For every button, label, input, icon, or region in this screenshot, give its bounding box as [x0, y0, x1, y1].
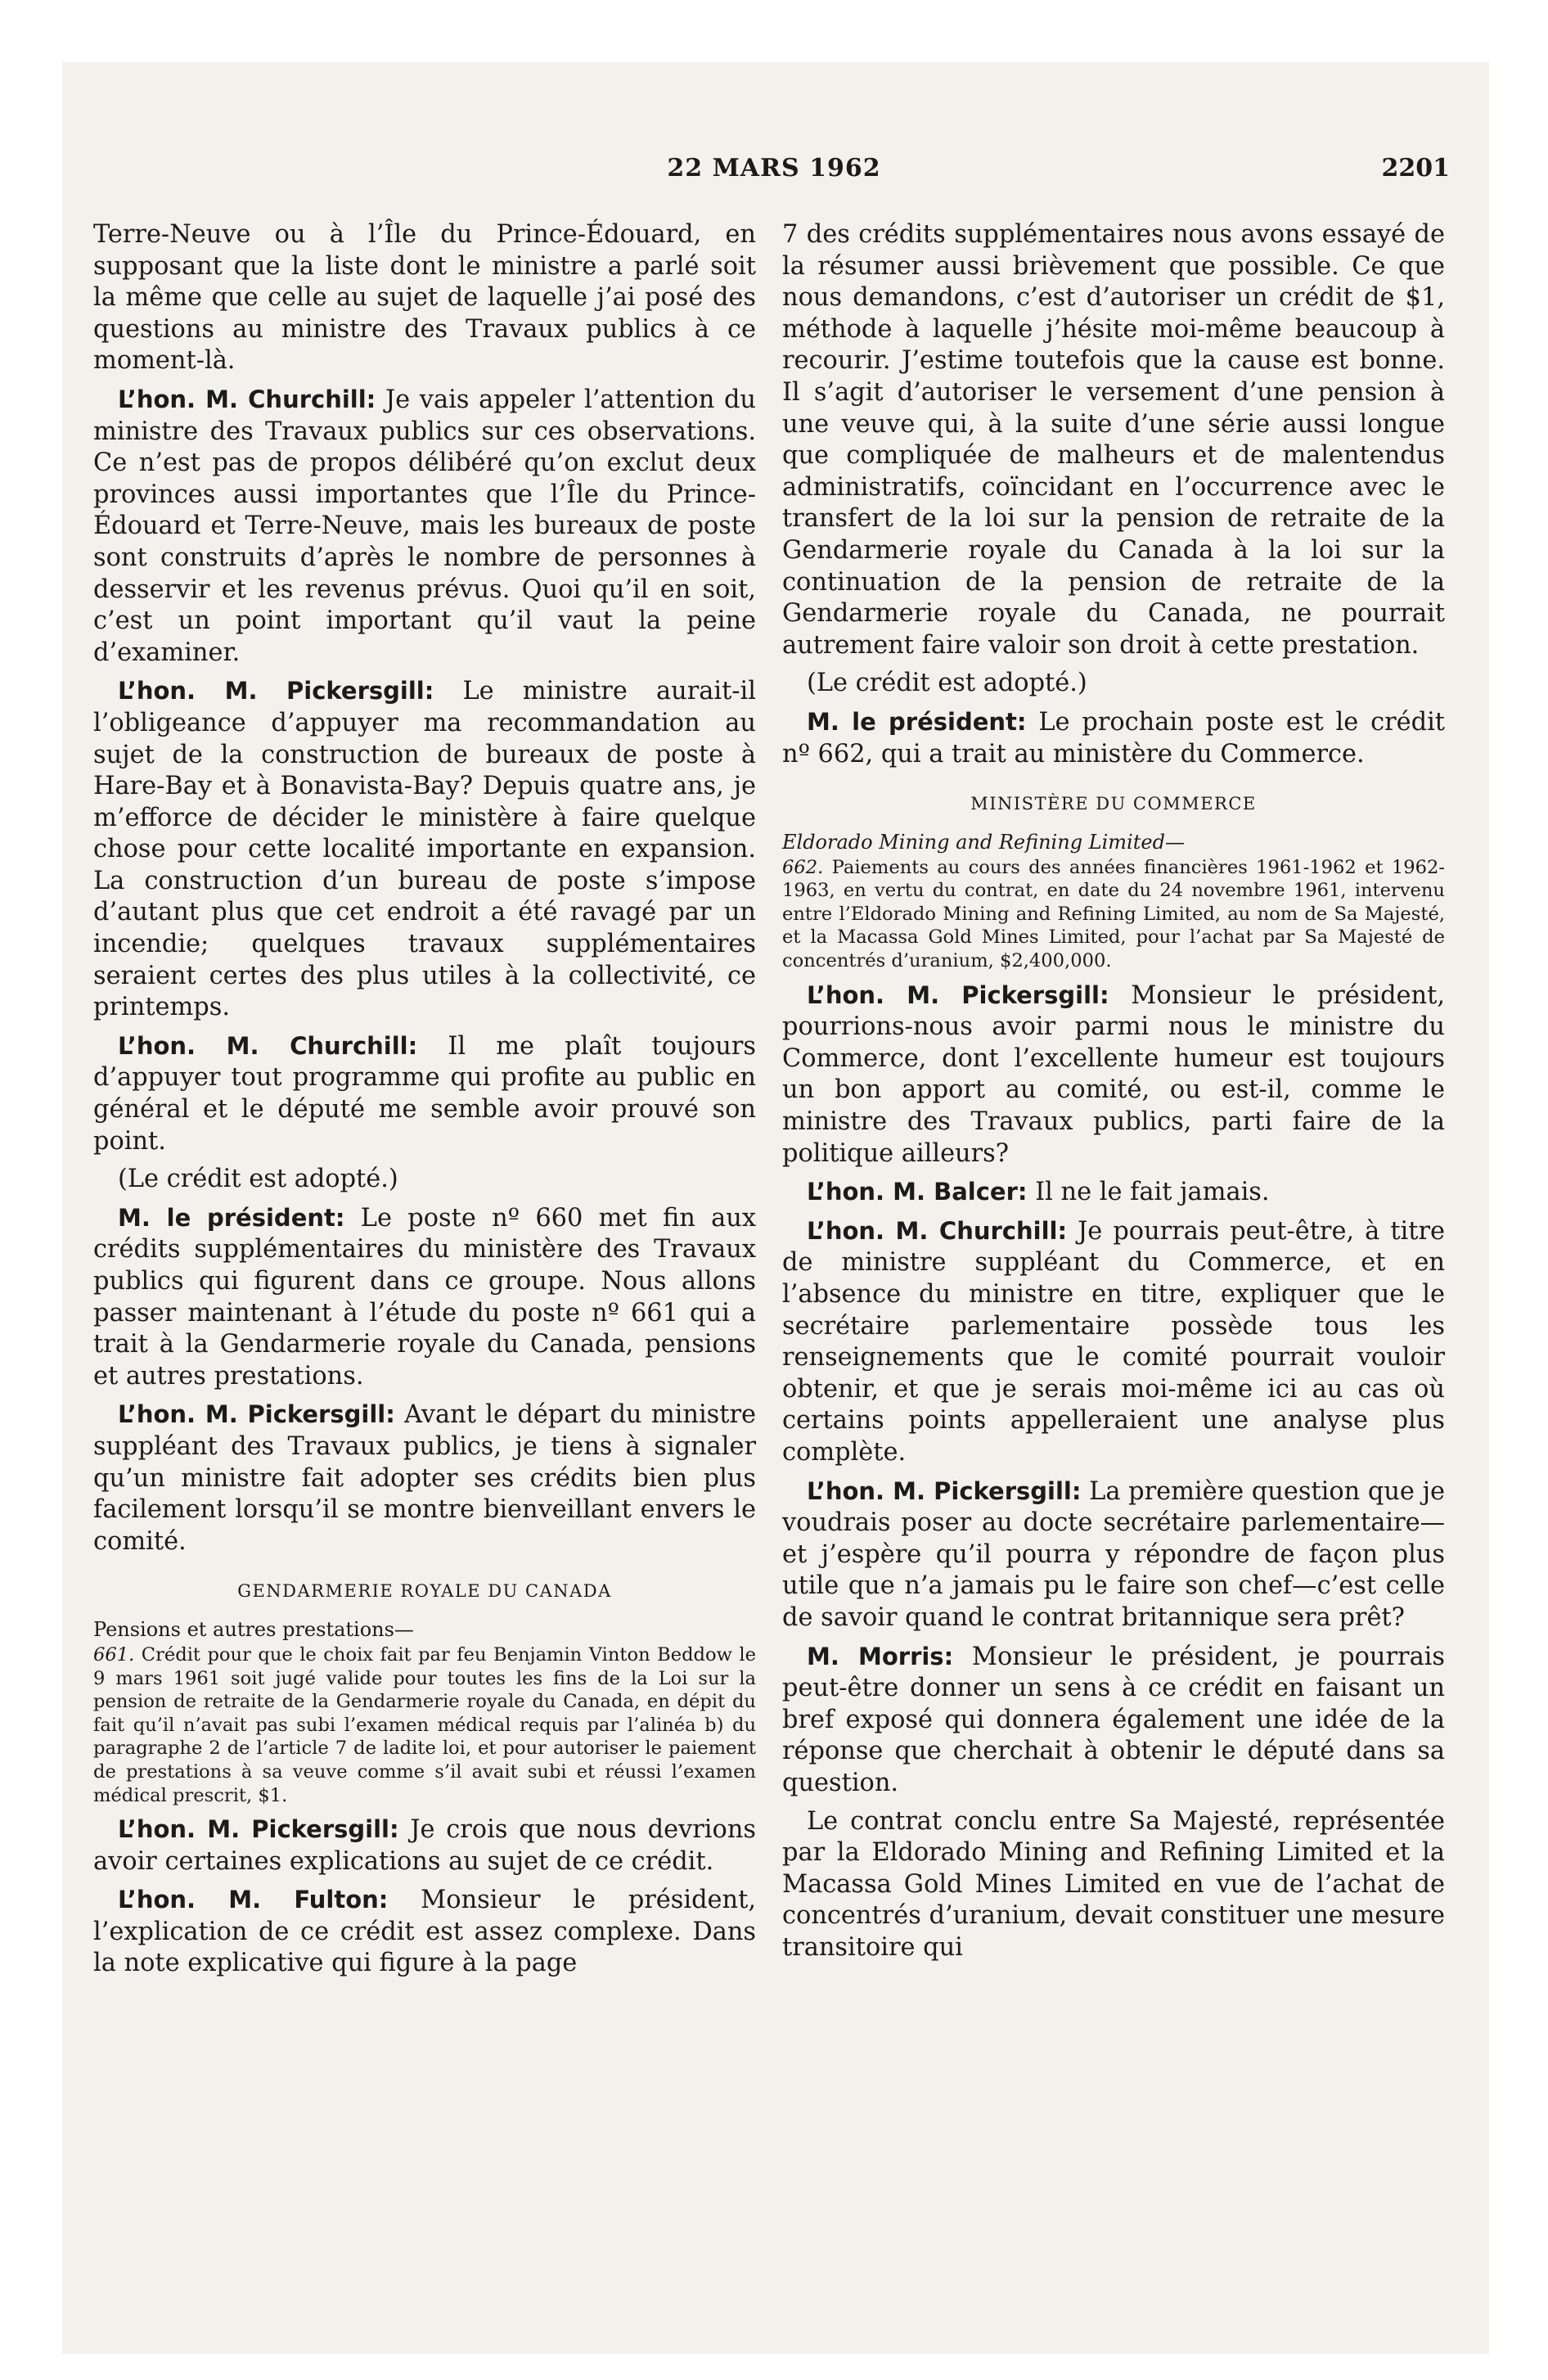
vote-text: Paiements au cours des années financières 1961-1962 et 1962-1963, en vertu du contrat, en date du 24 novembre 1961, intervenu entre l’Eldorado Mining and Refining Limited, au nom de Sa Majesté, et la Macassa Gold Mines Limited, pour l’achat par Sa Majesté de concentrés d’uranium, $2,400,000.	[782, 856, 1446, 972]
speech-paragraph	[93, 1399, 756, 1557]
speaker-name: L’hon. M. Churchill:	[118, 385, 376, 413]
header-date: 22 MARS 1962	[667, 154, 881, 183]
speech-text: Avant le départ du ministre suppléant des Travaux publics, je tiens à signaler qu’un ministre fait adopter ses crédits bien plus facilement lorsqu’il se montre bienveillant envers le comité.	[93, 1400, 756, 1556]
speech-paragraph	[782, 1176, 1445, 1209]
speech-text: Je crois que nous devrions avoir certaines explications au sujet de ce crédit.	[93, 1815, 756, 1876]
speaker-name: L’hon. M. Pickersgill:	[807, 980, 1109, 1009]
section-heading: MINISTÈRE DU COMMERCE	[970, 794, 1257, 814]
speaker-name: L’hon. M. Churchill:	[807, 1216, 1068, 1245]
vote-item	[782, 856, 1445, 973]
speech-text: La première question que je voudrais poser au docte secrétaire parlementaire—et j’espère qu’il pourra y répondre de façon plus utile que n’a jamais pu le faire son chef—c’est celle de savoir quand le contrat britannique sera prêt?	[782, 1476, 1445, 1632]
subheading: Pensions et autres prestations—	[93, 1617, 414, 1641]
vote-text: Crédit pour que le choix fait par feu Benjamin Vinton Beddow le 9 mars 1961 soit jugé valide pour toutes les fins de la Loi sur la pension de retraite de la Gendarmerie royale du Canada, en dépit du fait qu’il n’avait pas subi l’examen médical requis par l’alinéa b) du paragraphe 2 de l’article 7 de ladite loi, et pour autoriser le paiement de prestations à sa veuve comme s’il avait subi et réussi l’examen médical prescrit, $1.	[93, 1643, 756, 1806]
paragraph: Le contrat conclu entre Sa Majesté, représentée par la Eldorado Mining and Refining Limited et la Macassa Gold Mines Limited en vue de l’achat de concentrés d’uranium, devait constituer une mesure transitoire qui	[782, 1806, 1445, 1962]
speech-paragraph	[782, 706, 1445, 770]
speech-text: Le poste nº 660 met fin aux crédits supplémentaires du ministère des Travaux publics qui figurent dans ce groupe. Nous allons passer maintenant à l’étude du poste nº 661 qui a trait à la Gendarmerie royale du Canada, pensions et autres prestations.	[93, 1203, 756, 1391]
speech-text: Je vais appeler l’attention du ministre des Travaux publics sur ces observations. Ce n’est pas de propos délibéré qu’on exclut deux provinces aussi importantes que l’Île du Prince-Édouard et Terre-Neuve, mais les bureaux de poste sont construits d’après le nombre de personnes à desservir et les revenus prévus. Quoi qu’il en soit, c’est un point important qu’il vaut la peine d’examiner.	[93, 385, 756, 667]
speech-paragraph	[782, 980, 1445, 1170]
left-column	[93, 219, 756, 1986]
paragraph: (Le crédit est adopté.)	[118, 1165, 398, 1194]
speaker-name: L’hon. M. Churchill:	[118, 1031, 418, 1060]
speaker-name: M. le président:	[807, 707, 1027, 736]
speaker-name: M. Morris:	[807, 1642, 954, 1670]
paragraph: Terre-Neuve ou à l’Île du Prince-Édouard, en supposant que la liste dont le ministre a parlé soit la même que celle au sujet de laquelle j’ai posé des questions au ministre des Travaux publics à ce moment-là.	[93, 220, 756, 376]
speech-paragraph	[93, 675, 756, 1024]
speech-paragraph	[93, 1814, 756, 1877]
speech-text: Je pourrais peut-être, à titre de ministre suppléant du Commerce, et en l’absence du ministre en titre, expliquer que le secrétaire parlementaire possède tous les renseignements que le comité pourrait vouloir obtenir, et que je serais moi-même ici au cas où certains points appelleraient une analyse plus complète.	[782, 1216, 1445, 1467]
speech-paragraph	[782, 1215, 1445, 1469]
vote-item	[93, 1643, 756, 1807]
speaker-name: L’hon. M. Fulton:	[118, 1886, 389, 1914]
speech-text: Monsieur le président, je pourrais peut-être donner un sens à ce crédit en faisant un bref exposé qui donnera également une idée de la réponse que cherchait à obtenir le député dans sa question.	[782, 1642, 1445, 1797]
speaker-name: L’hon. M. Pickersgill:	[118, 677, 434, 705]
right-column	[782, 219, 1445, 1970]
vote-number: 662.	[782, 856, 824, 878]
section-heading: GENDARMERIE ROYALE DU CANADA	[237, 1581, 612, 1602]
speech-paragraph	[93, 1202, 756, 1393]
speech-paragraph	[93, 1030, 756, 1157]
page-header	[98, 154, 1450, 187]
speaker-name: L’hon. M. Pickersgill:	[807, 1476, 1082, 1505]
speech-text: Le ministre aurait-il l’obligeance d’appuyer ma recommandation au sujet de la construction de bureaux de poste à Hare-Bay et à Bonavista-Bay? Depuis quatre ans, je m’efforce de décider le ministère à faire quelque chose pour cette localité importante en expansion. La construction d’un bureau de poste s’impose d’autant plus que cet endroit a été ravagé par un incendie; quelques travaux supplémentaires seraient certes des plus utiles à la collectivité, ce printemps.	[93, 677, 756, 1022]
speaker-name: L’hon. M. Balcer:	[807, 1178, 1028, 1206]
speech-paragraph	[782, 1641, 1445, 1800]
paragraph: 7 des crédits supplémentaires nous avons essayé de la résumer aussi brièvement que possible. Ce que nous demandons, c’est d’autoriser un crédit de $1, méthode à laquelle j’hésite moi-même beaucoup à recourir. J’estime toutefois que la cause est bonne. Il s’agit d’autoriser le versement d’une pension à une veuve qui, à la suite d’une série aussi longue que compliquée de malheurs et de malentendus administratifs, coïncidant en l’occurrence avec le transfert de la loi sur la pension de retraite de la Gendarmerie royale du Canada à la loi sur la continuation de la pension de retraite de la Gendarmerie royale du Canada, ne pourrait autrement faire valoir son droit à cette prestation.	[782, 220, 1445, 660]
speech-text: Il me plaît toujours d’appuyer tout programme qui profite au public en général et le député me semble avoir prouvé son point.	[93, 1031, 756, 1156]
speech-text: Le prochain poste est le crédit nº 662, qui a trait au ministère du Commerce.	[782, 707, 1446, 769]
page-number: 2201	[1381, 154, 1450, 183]
speech-paragraph	[782, 1476, 1445, 1634]
speech-text: Monsieur le président, l’explication de ce crédit est assez complexe. Dans la note explicative qui figure à la page	[93, 1886, 756, 1978]
subheading: Eldorado Mining and Refining Limited—	[782, 830, 1185, 854]
speaker-name: L’hon. M. Pickersgill:	[118, 1815, 399, 1844]
paragraph: (Le crédit est adopté.)	[807, 669, 1087, 698]
speech-text: Monsieur le président, pourrions-nous avoir parmi nous le ministre du Commerce, dont l’excellente humeur est toujours un bon apport au comité, ou est-il, comme le ministre des Travaux publics, parti faire de la politique ailleurs?	[782, 980, 1445, 1168]
vote-number: 661.	[93, 1643, 135, 1666]
speaker-name: M. le président:	[118, 1203, 345, 1232]
speech-text: Il ne le fait jamais.	[1035, 1178, 1270, 1207]
speaker-name: L’hon. M. Pickersgill:	[118, 1400, 395, 1429]
speech-paragraph	[93, 384, 756, 669]
speech-paragraph	[93, 1884, 756, 1980]
